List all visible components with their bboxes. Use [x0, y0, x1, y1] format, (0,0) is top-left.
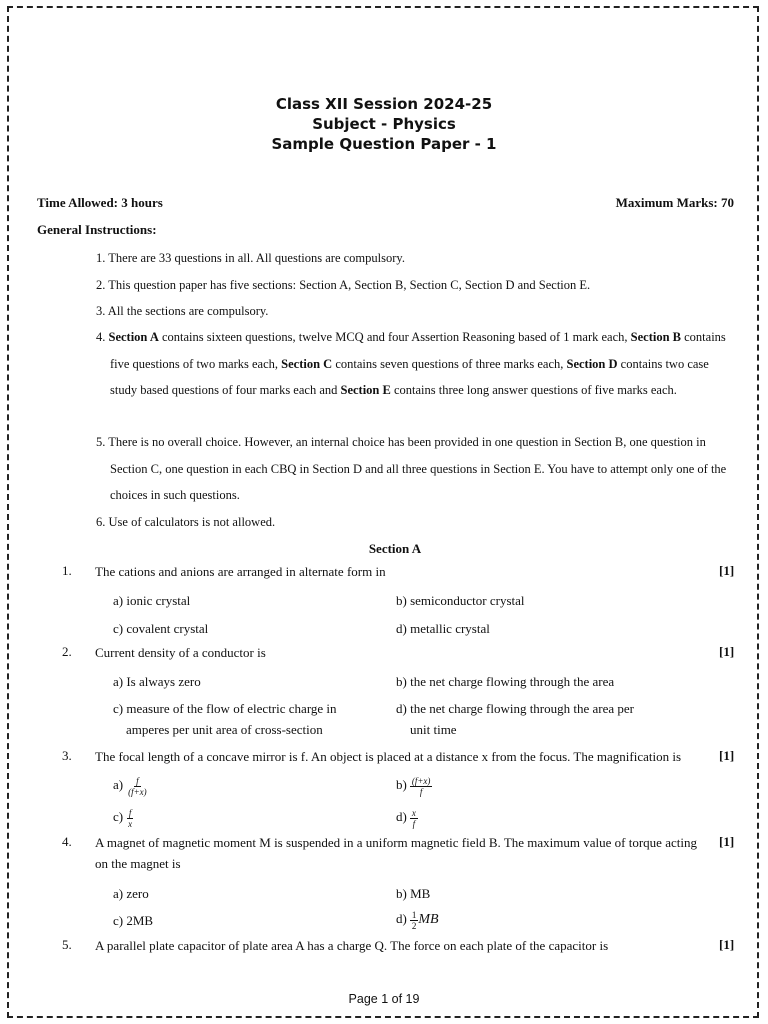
question-number: 1.: [62, 563, 72, 578]
option-a: a) zero: [113, 886, 149, 901]
section-b-label: Section B: [630, 330, 681, 344]
time-allowed: Time Allowed: 3 hours: [37, 195, 163, 210]
question-marks: [1]: [719, 748, 735, 763]
option-b: b) semiconductor crystal: [396, 593, 525, 608]
section-d-label: Section D: [566, 356, 618, 371]
question-text: The focal length of a concave mirror is f. An object is placed at a distance x from the focus. The magnification is: [95, 749, 682, 764]
instruction-2: 2. This question paper has five sections: Section A, Section B, Section C, Section D and Section E.: [96, 278, 591, 292]
question-marks: [1]: [719, 937, 735, 952]
question-text: The cations and anions are arranged in alternate form in: [95, 564, 386, 579]
option-d: d) $\frac{x}{f}$: [396, 807, 416, 829]
option-b: b) $\frac{(f+x)}{f}$: [396, 775, 431, 797]
subject-title: Subject - Physics: [312, 115, 456, 133]
max-marks: Maximum Marks: 70: [615, 195, 734, 210]
general-instructions-heading: General Instructions:: [37, 222, 157, 237]
option-b: b) MB: [396, 886, 431, 901]
instruction-5: 5. There is no overall choice. However, an internal choice has been provided in one question in Section B, one question in Section C, one question in each CBQ in Section D and all three questions in Section E. You have to attempt only one of the choices in such questions.: [96, 435, 727, 502]
fraction: $\frac{1}{2}$: [411, 909, 417, 931]
question-marks: [1]: [719, 563, 735, 578]
option-c-cont: amperes per unit area of cross-section: [126, 722, 323, 737]
fraction: $\frac{x}{f}$: [411, 807, 416, 829]
option-d: d) metallic crystal: [396, 621, 490, 636]
option-a: a) ionic crystal: [113, 593, 191, 608]
fraction: $\frac{f}{x}$: [128, 807, 133, 829]
option-c: c) covalent crystal: [113, 621, 209, 636]
question-marks: [1]: [719, 834, 735, 849]
section-e-label: Section E: [340, 383, 391, 397]
instruction-3: 3. All the sections are compulsory.: [96, 304, 269, 318]
question-text: Current density of a conductor is: [95, 645, 266, 660]
question-number: 2.: [62, 644, 72, 659]
fraction: $\frac{f}{(f+x)}$: [128, 775, 147, 797]
option-c: c) measure of the flow of electric charge in: [113, 701, 337, 716]
paper-title: Sample Question Paper - 1: [271, 135, 497, 153]
question-number: 5.: [62, 937, 72, 952]
section-a-heading: Section A: [368, 541, 422, 556]
option-d: d) the net charge flowing through the area per: [396, 701, 634, 716]
fraction: $\frac{(f+x)}{f}$: [411, 775, 431, 797]
class-session-title: Class XII Session 2024-25: [275, 95, 493, 113]
section-c-label: Section C: [281, 356, 333, 371]
question-text: A parallel plate capacitor of plate area A has a charge Q. The force on each plate of the capacitor is: [95, 938, 609, 953]
question-number: 3.: [62, 748, 72, 763]
instruction-6: 6. Use of calculators is not allowed.: [96, 515, 276, 529]
option-d: d) $\frac{1}{2}$ MB: [396, 909, 439, 931]
instruction-1: 1. There are 33 questions in all. All questions are compulsory.: [96, 251, 405, 265]
option-c: c) $\frac{f}{x}$: [113, 807, 133, 829]
question-text: A magnet of magnetic moment M is suspended in a uniform magnetic field B. The maximum value of torque acting on the magnet is: [95, 835, 697, 871]
option-b: b) the net charge flowing through the area: [396, 674, 615, 689]
instruction-4: 4. Section A contains sixteen questions, twelve MCQ and four Assertion Reasoning based of 1 mark each, Section B contains five questions of two marks each, Section C contains seven questions of three marks each, Section D contains two case study based questions of four marks each and Section E contains three long answer questions of five marks each.: [96, 330, 726, 397]
page-number-footer: Page 1 of 19: [348, 992, 420, 1006]
option-c: c) 2MB: [113, 913, 154, 928]
section-a-label: Section A: [108, 330, 159, 344]
option-a: a) $\frac{f}{(f+x)}$: [113, 775, 147, 797]
option-d-cont: unit time: [410, 722, 457, 737]
question-number: 4.: [62, 834, 72, 849]
option-a: a) Is always zero: [113, 674, 201, 689]
question-marks: [1]: [719, 644, 735, 659]
